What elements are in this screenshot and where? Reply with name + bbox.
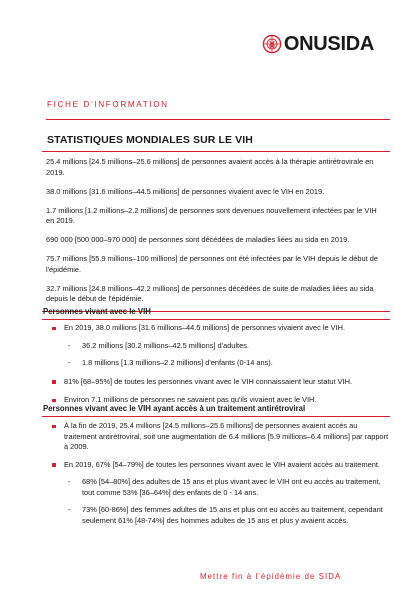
key-figure-item: 38.0 millions [31.6 millions–44.5 millions] de personnes vivaient avec le VIH en 2019. [46, 186, 325, 196]
list-item: Environ 7.1 millions de personnes ne savaient pas qu'ils vivaient avec le VIH. [42, 395, 390, 406]
list-item: À la fin de 2019, 25.4 millions [24.5 millions–25.6 millions] de personnes avaient accès au traitement antirétroviral, soit une augmentation de 6.4 millions [5.9 millions–6.4 millions] par rapport à 2009. [42, 421, 390, 453]
section-heading-living-with-hiv: Personnes vivant avec le VIH [43, 307, 151, 316]
key-figure-item: 25.4 millions [24.5 millions–25.6 millions] de personnes avaient accès à la thérapie antirétrovirale en 2019. [46, 157, 374, 177]
list-subitem: - 68% [54–80%] des adultes de 15 ans et plus vivant avec le VIH ont eu accès au traitement, tout comme 53% [36–64%] des enfants de 0 - 14 ans. [42, 477, 390, 498]
key-figure-item: 1.7 millions [1.2 millions–2.2 millions] de personnes sont devenues nouvellement infectées par le VIH en 2019. [46, 205, 377, 225]
section-heading-treatment: Personnes vivant avec le VIH ayant accès à un traitement antirétroviral [43, 404, 306, 413]
list-subitem: - 1.8 millions [1.3 millions–2.2 millions] d'enfants (0-14 ans). [42, 358, 390, 369]
section-list-treatment [42, 421, 390, 526]
list-item: 81% [68–95%] de toutes les personnes vivant avec le VIH connaissaient leur statut VIH. [42, 377, 390, 388]
kicker-divider [46, 119, 390, 120]
section-divider [42, 319, 390, 320]
list-item: En 2019, 67% [54–79%] de toutes les personnes vivant avec le VIH avaient accès au traitement. [42, 460, 390, 471]
section-divider [42, 416, 390, 417]
page-title: STATISTIQUES MONDIALES SUR LE VIH [47, 134, 253, 146]
list-subitem: - 73% [60-86%] des femmes adultes de 15 ans et plus ont eu accès au traitement, cependant seulement 61% [48-74%] des hommes adultes de 15 ans et plus y avaient accès. [42, 505, 390, 526]
document-kicker: FICHE D’INFORMATION [47, 100, 169, 109]
onusida-logo [262, 33, 374, 55]
list-subitem: - 36.2 millions [30.2 millions–42.5 millions] d'adultes. [42, 341, 390, 352]
section-list-living-with-hiv [42, 323, 390, 406]
key-figures-box [42, 151, 390, 312]
footer-slogan: Mettre fin à l'épidémie de SIDA [200, 572, 342, 581]
key-figure-item: 690 000 [500 000–970 000] de personnes sont décédées de maladies liées au sida en 2019. [46, 235, 350, 244]
list-item: En 2019, 38.0 millions [31.6 millions–44.5 millions] de personnes vivaient avec le VIH. [42, 323, 390, 334]
logo-text: ONUSIDA [283, 33, 374, 55]
key-figure-item: 32.7 millions [24.8 millions–42.2 millions] de personnes décédées de suite de maladies liées au sida depuis le début de l'épidémie. [46, 283, 374, 303]
key-figure-item: 75.7 millions [55.9 millions–100 millions] de personnes ont été infectées par le VIH depuis le début de l'épidémie. [46, 254, 378, 274]
onusida-emblem-icon [262, 34, 282, 54]
